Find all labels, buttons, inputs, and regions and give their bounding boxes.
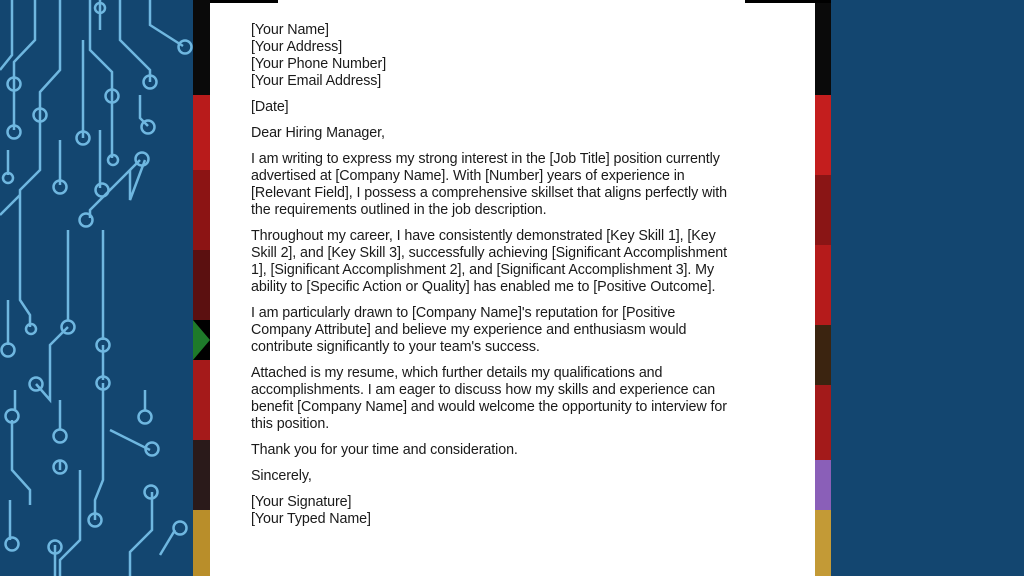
- signature-block: [251, 494, 771, 528]
- closing: [251, 468, 771, 485]
- background-strip-left: [193, 0, 210, 576]
- paragraph-1: [251, 151, 771, 219]
- date-text: [Date]: [251, 99, 289, 115]
- paragraph-line: 1], [Significant Accomplishment 2], and [Significant Accomplishment 3]. My: [251, 262, 715, 278]
- paragraph-line: the requirements outlined in the job description.: [251, 202, 547, 218]
- sender-email: [Your Email Address]: [251, 73, 382, 89]
- paragraph-3: [251, 305, 771, 356]
- paragraph-4: [251, 365, 771, 433]
- signature-line: [Your Signature]: [251, 494, 352, 510]
- letter-date: [251, 99, 771, 116]
- cover-letter: [251, 22, 771, 537]
- paragraph-line: this position.: [251, 416, 330, 432]
- paragraph-line: benefit [Company Name] and would welcome the opportunity to interview for: [251, 399, 727, 415]
- circuit-background-left: [0, 0, 193, 576]
- sender-block: [251, 22, 771, 90]
- paragraph-line: [Relevant Field], I possess a comprehensive skillset that aligns perfectly with: [251, 185, 728, 201]
- paragraph-line: Company Attribute] and believe my experience and enthusiasm would: [251, 322, 687, 338]
- paragraph-line: advertised at [Company Name]. With [Number] years of experience in: [251, 168, 685, 184]
- paragraph-2: [251, 228, 771, 296]
- paragraph-line: contribute significantly to your team's success.: [251, 339, 540, 355]
- paragraph-line: Attached is my resume, which further details my qualifications and: [251, 365, 663, 381]
- salutation-text: Dear Hiring Manager,: [251, 125, 385, 141]
- sender-address: [Your Address]: [251, 39, 343, 55]
- thanks-line: [251, 442, 771, 459]
- paragraph-line: I am writing to express my strong interest in the [Job Title] position currently: [251, 151, 720, 167]
- closing-text: Sincerely,: [251, 468, 312, 484]
- paragraph-line: I am particularly drawn to [Company Name]'s reputation for [Positive: [251, 305, 676, 321]
- typed-name-line: [Your Typed Name]: [251, 511, 371, 527]
- top-edge-bar: [210, 0, 278, 3]
- sender-phone: [Your Phone Number]: [251, 56, 387, 72]
- circuit-pattern-icon: [0, 0, 193, 576]
- paragraph-line: Skill 2], and [Key Skill 3], successfully achieving [Significant Accomplishment: [251, 245, 728, 261]
- paragraph-line: accomplishments. I am eager to discuss how my skills and experience can: [251, 382, 716, 398]
- paragraph-line: ability to [Specific Action or Quality] has enabled me to [Positive Outcome].: [251, 279, 716, 295]
- thanks-text: Thank you for your time and consideration.: [251, 442, 518, 458]
- background-panel-right: [831, 0, 1024, 576]
- top-edge-bar: [745, 0, 831, 3]
- paragraph-line: Throughout my career, I have consistently demonstrated [Key Skill 1], [Key: [251, 228, 716, 244]
- sender-name: [Your Name]: [251, 22, 329, 38]
- background-strip-right: [815, 0, 831, 576]
- document-page: [210, 0, 815, 576]
- salutation: [251, 125, 771, 142]
